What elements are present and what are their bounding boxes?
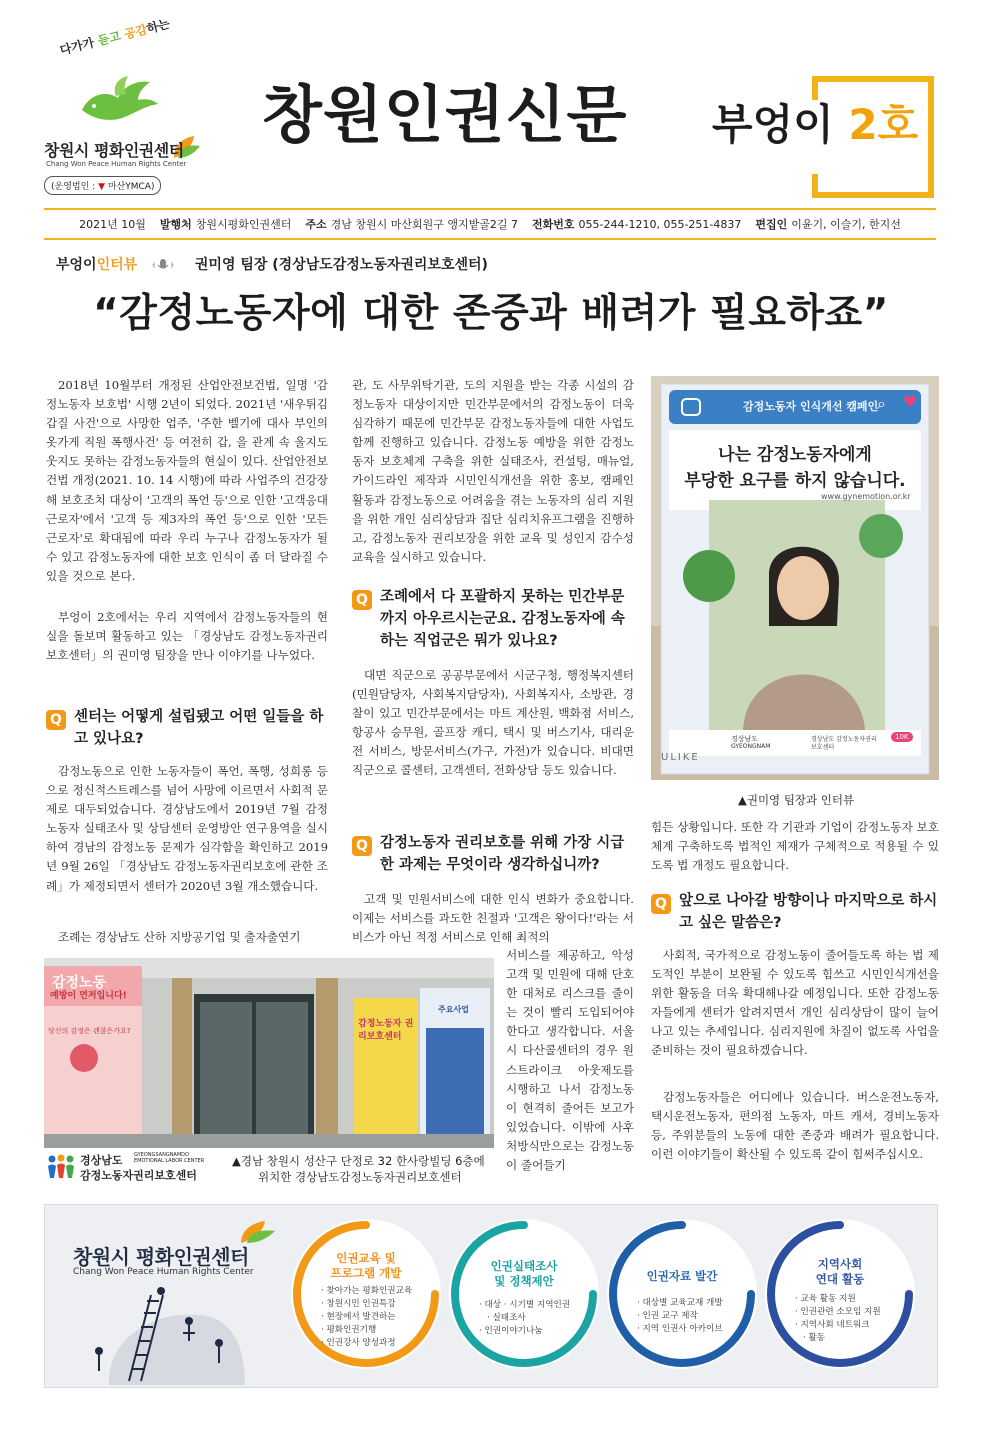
interview-photo bbox=[651, 376, 939, 780]
dove-icon bbox=[72, 72, 162, 132]
banner-center-name: 창원시 평화인권센터 bbox=[73, 1245, 249, 1269]
q-icon: Q bbox=[651, 894, 671, 914]
campaign-url: www.gynemotion.or.kr bbox=[821, 492, 911, 501]
circle-title: 지역사회 연대 활동 bbox=[815, 1257, 865, 1286]
center-logo bbox=[44, 16, 204, 202]
q-icon: Q bbox=[352, 590, 372, 610]
intro-paragraph-2: 부엉이 2호에서는 우리 지역에서 감정노동자들의 현실을 돌보며 활동하고 있는 「경상남도 감정노동자권리보호센터」의 권미영 팀장을 만나 이야기를 나누었다. bbox=[46, 610, 328, 663]
poster-mid: 감정노동자 권리보호센터 bbox=[358, 1019, 414, 1042]
question-3: Q 감정노동자 권리보호를 위해 가장 시급한 과제는 무엇이라 생각하십니까? bbox=[352, 832, 636, 876]
question-2: Q 조례에서 다 포괄하지 못하는 민간부문까지 아우르시는군요. 감정노동자에 속하는 직업군은 뭐가 있나요? bbox=[352, 586, 636, 652]
publication-bar bbox=[44, 208, 936, 240]
interview-label: 부엉이인터뷰 권미영 팀장 (경상남도감정노동자권리보호센터) bbox=[56, 257, 488, 273]
frame-gn: 경상남도 bbox=[731, 735, 759, 743]
answer-3: 고객 및 민원서비스에 대한 인식 변화가 중요합니다. 이제는 서비스를 과도한 친절과 '고객은 왕이다!'라는 서비스가 아닌 적정 서비스로 인해 최적의 bbox=[352, 892, 634, 945]
answer-1-cont: 조례는 경상남도 산하 지방공기업 및 출자출연기 bbox=[58, 930, 301, 944]
people-icon bbox=[46, 1154, 76, 1180]
intro-paragraph-1: 2018년 10월부터 개정된 산업안전보건법, 일명 '감정노동자 보호법' 시행 2년이 되었다. 2021년 '새우튀김 갑질 사건'으로 사망한 업주, '주한 벨기에 대사 부인의 옷가게 직원 폭행사건' 등 여전히 갑, 을 관계 속 울지도 웃지도 못하는 감정노동자들의 현실이 있다. 산업안전보건법 개정(2021. 10. 14 시행)에 따라 사업주의 건강장해 보호조치 대상이 '고객의 폭언 등'으로 인한 '고객응대근로자'에서 '고객 등 제3자의 폭언 등'으로 인한 '모든 근로자'로 확대됨에 따라 우리 누구나 감정노동자가 될 수 있고 감정노동자에 대한 보호 인식이 좀 더 달라질 수 있을 것으로 본다. bbox=[46, 378, 328, 583]
ymca-icon: ▼ bbox=[98, 182, 105, 192]
q-icon: Q bbox=[46, 710, 66, 730]
interview-photo-caption: ▲권미영 팀장과 인터뷰 bbox=[738, 793, 855, 807]
search-icon: ⌕ bbox=[877, 394, 886, 413]
poster-left-title: 감정노동 bbox=[52, 975, 107, 991]
operator: (운영법인 : ▼ 마산YMCA) bbox=[44, 176, 161, 195]
pub-date: 2021년 10월 bbox=[79, 218, 146, 231]
col3-paragraph-1: 힘든 상황입니다. 또한 각 기관과 기업이 감정노동자 보호체계 구축하도록 법적인 제재가 구체적으로 적용될 수 있도록 법 개정도 필요합니다. bbox=[651, 820, 939, 873]
logo-tagline: 다가가 듣고 공감하는 bbox=[58, 16, 172, 58]
org-name-en: Chang Won Peace Human Rights Center bbox=[46, 160, 187, 168]
leaves-icon bbox=[237, 1217, 277, 1245]
answer-2: 대면 직군으로 공공부문에서 시군구청, 행정복지센터(민원담당자, 사회복지담당자), 사회복지사, 소방관, 경찰이 있고 민간부문에서는 마트 계산원, 백화점 서비스, 항공사 승무원, 골프장 캐디, 택시 및 버스기사, 대리운전 서비스, 방문서비스(가구, 가전)가 있습니다. 비대면 직군으로 콜센터, 고객센터, 전화상담 등도 있습니다. bbox=[352, 668, 634, 778]
question-1: Q 센터는 어떻게 설립됐고 어떤 일들을 하고 있나요? bbox=[46, 706, 328, 750]
microphone-icon bbox=[150, 258, 176, 272]
ulike-watermark: ULIKE bbox=[661, 752, 700, 763]
circle-items: · 찾아가는 평화인권교육 · 창원시민 인권특강 · 현장에서 발견하는 · 평화인권기행 · 인권강사 양성과정 bbox=[321, 1285, 412, 1350]
gn-center-logo: 경상남도 GYEONGSANGNAMDO EMOTIONAL LABOR CENTER 감정노동자권리보호센터 bbox=[46, 1152, 226, 1182]
answer-4: 사회적, 국가적으로 감정노동이 줄어들도록 하는 법 제도적인 부분이 보완될 수 있도록 힘쓰고 시민인식개선을 위한 활동을 더욱 확대해나갈 예정입니다. 또한 감정노동자들에게 센터가 알려지면서 개인 심리상담이 많이 늘어나고 있는 추세입니다. 심리지원에 차질이 없도록 사업을 준비하는 것이 필요하겠습니다. bbox=[651, 948, 939, 1058]
ladder-people-illustration bbox=[69, 1281, 259, 1385]
arc-ring bbox=[607, 1219, 757, 1369]
issue-label: 부엉이 2호 bbox=[712, 100, 919, 149]
activity-circle-publishing bbox=[607, 1219, 757, 1369]
circle-title: 인권실태조사 및 정책제안 bbox=[490, 1259, 558, 1288]
banner-center-name-en: Chang Won Peace Human Rights Center bbox=[73, 1267, 254, 1277]
poster-left-question: 당신의 감정은 괜찮은가요? bbox=[48, 1027, 131, 1035]
answer-3-cont: 서비스를 제공하고, 악성고객 및 민원에 대해 단호한 대처로 리스크를 줄이는 것이 빨리 도입되어야 한다고 생각합니다. 서울시 다산콜센터의 경우 원스트라이크 아웃제도를 시행하고 나서 감정노동이 현격히 줄어든 보고가 있었습니다. 이밖에 사후처방식만으로는 감정노동이 줄어들기 bbox=[506, 948, 634, 1173]
pub-phone: 전화번호 055-244-1210, 055-251-4837 bbox=[532, 218, 742, 231]
center-banner bbox=[44, 1204, 938, 1388]
like-badge: 10K bbox=[891, 732, 913, 742]
pub-publisher: 발행처 창원시평화인권센터 bbox=[159, 218, 292, 231]
activity-circle-solidarity bbox=[765, 1219, 915, 1369]
camera-icon bbox=[681, 398, 701, 416]
office-photo bbox=[44, 958, 494, 1148]
col2-paragraph-1: 관, 도 사무위탁기관, 도의 지원을 받는 각종 시설의 감정노동자 대상이지만 민간부문에서의 감정노동이 더욱 심각하기 때문에 민간부문 감정노동자들에 대한 사업도 함께 진행하고 있습니다. 감정노동 예방을 위한 감정노동자 보호체계 구축을 위한 실태조사, 컨설팅, 매뉴얼, 가이드라인 제작과 시민인식개선을 위한 홍보, 캠페인 활동과 감정노동으로 어려움을 겪는 노동자의 심리 지원을 위한 개인 심리상담과 집단 심리치유프그램을 진행하고, 감정노동자 권리보장을 위한 교육 및 성인지 감수성 교육을 실시하고 있습니다. bbox=[352, 378, 634, 564]
circle-title: 인권교육 및 프로그램 개발 bbox=[330, 1251, 402, 1280]
campaign-title: 감정노동자 인식개선 캠페인 bbox=[743, 400, 879, 413]
heart-icon: ♥ bbox=[903, 392, 918, 411]
circle-title: 인권자료 발간 bbox=[646, 1269, 718, 1283]
office-photo-caption: ▲경남 창원시 성산구 단정로 32 한사랑빌딩 6층에 위치한 경상남도감정노동자권리보호센터 bbox=[232, 1154, 485, 1184]
poster-right: 주요사업 bbox=[438, 1005, 469, 1014]
circle-items: · 교육 활동 지원 · 인권관련 소모임 지원 · 지역사회 네트워크 · 활동 bbox=[795, 1293, 881, 1345]
circle-items: · 대상별 교육교재 개발 · 인권 교구 제작 · 지역 인권사 아카이브 bbox=[637, 1297, 723, 1336]
arc-ring bbox=[449, 1219, 599, 1369]
frame-gn-en: GYEONGNAM bbox=[731, 743, 771, 750]
answer-1: 감정노동으로 인한 노동자들이 폭언, 폭행, 성희롱 등으로 정신적스트레스를 넘어 사망에 이르면서 사회적 문제로 대두되었습니다. 경상남도에서 2019년 7월 감정노동자 실태조사 및 상담센터 운영방안 연구용역을 실시하여 경남의 감정노동 문제가 심각함을 확인하고 2019년 9월 26일 「경상남도 감정노동자권리보호에 관한 조례」가 제정되면서 센터가 2020년 3월 개소했습니다. bbox=[46, 764, 328, 893]
pub-editors: 편집인 이윤기, 이슬기, 한지선 bbox=[755, 218, 901, 231]
question-4: Q 앞으로 나아갈 방향이나 마지막으로 하시고 싶은 말씀은? bbox=[651, 890, 939, 934]
q-icon: Q bbox=[352, 836, 372, 856]
org-name: 창원시 평화인권센터 bbox=[44, 141, 184, 160]
office-scene-graphic bbox=[44, 958, 494, 1148]
frame-center: 경상남도 감정노동자권리보호센터 bbox=[811, 736, 877, 751]
poster-left-sub: 예방이 먼저입니다! bbox=[50, 991, 127, 1001]
photo-frame-graphic bbox=[651, 376, 939, 780]
campaign-line-2: 부당한 요구를 하지 않습니다. bbox=[684, 471, 906, 491]
newspaper-title: 창원인권신문 bbox=[262, 78, 628, 151]
campaign-line-1: 나는 감정노동자에게 bbox=[718, 445, 872, 465]
headline: “감정노동자에 대한 존중과 배려가 필요하죠” bbox=[93, 291, 889, 336]
answer-4-cont: 감정노동자들은 어디에나 있습니다. 버스운전노동자, 택시운전노동자, 편의점 노동자, 마트 캐셔, 경비노동자 등, 주위분들의 노동에 대한 존중과 배려가 필요합니다. 이런 이야기들이 확산될 수 있도록 같이 힘써주십시오. bbox=[651, 1090, 939, 1162]
circle-items: · 대상 · 시기별 지역인권 · 실태조사 · 인권이야기나눔 bbox=[479, 1299, 570, 1338]
activity-circle-survey bbox=[449, 1219, 599, 1369]
pub-address: 주소 경남 창원시 마산회원구 앵지밭골2길 7 bbox=[305, 218, 519, 231]
activity-circle-education bbox=[291, 1219, 441, 1369]
